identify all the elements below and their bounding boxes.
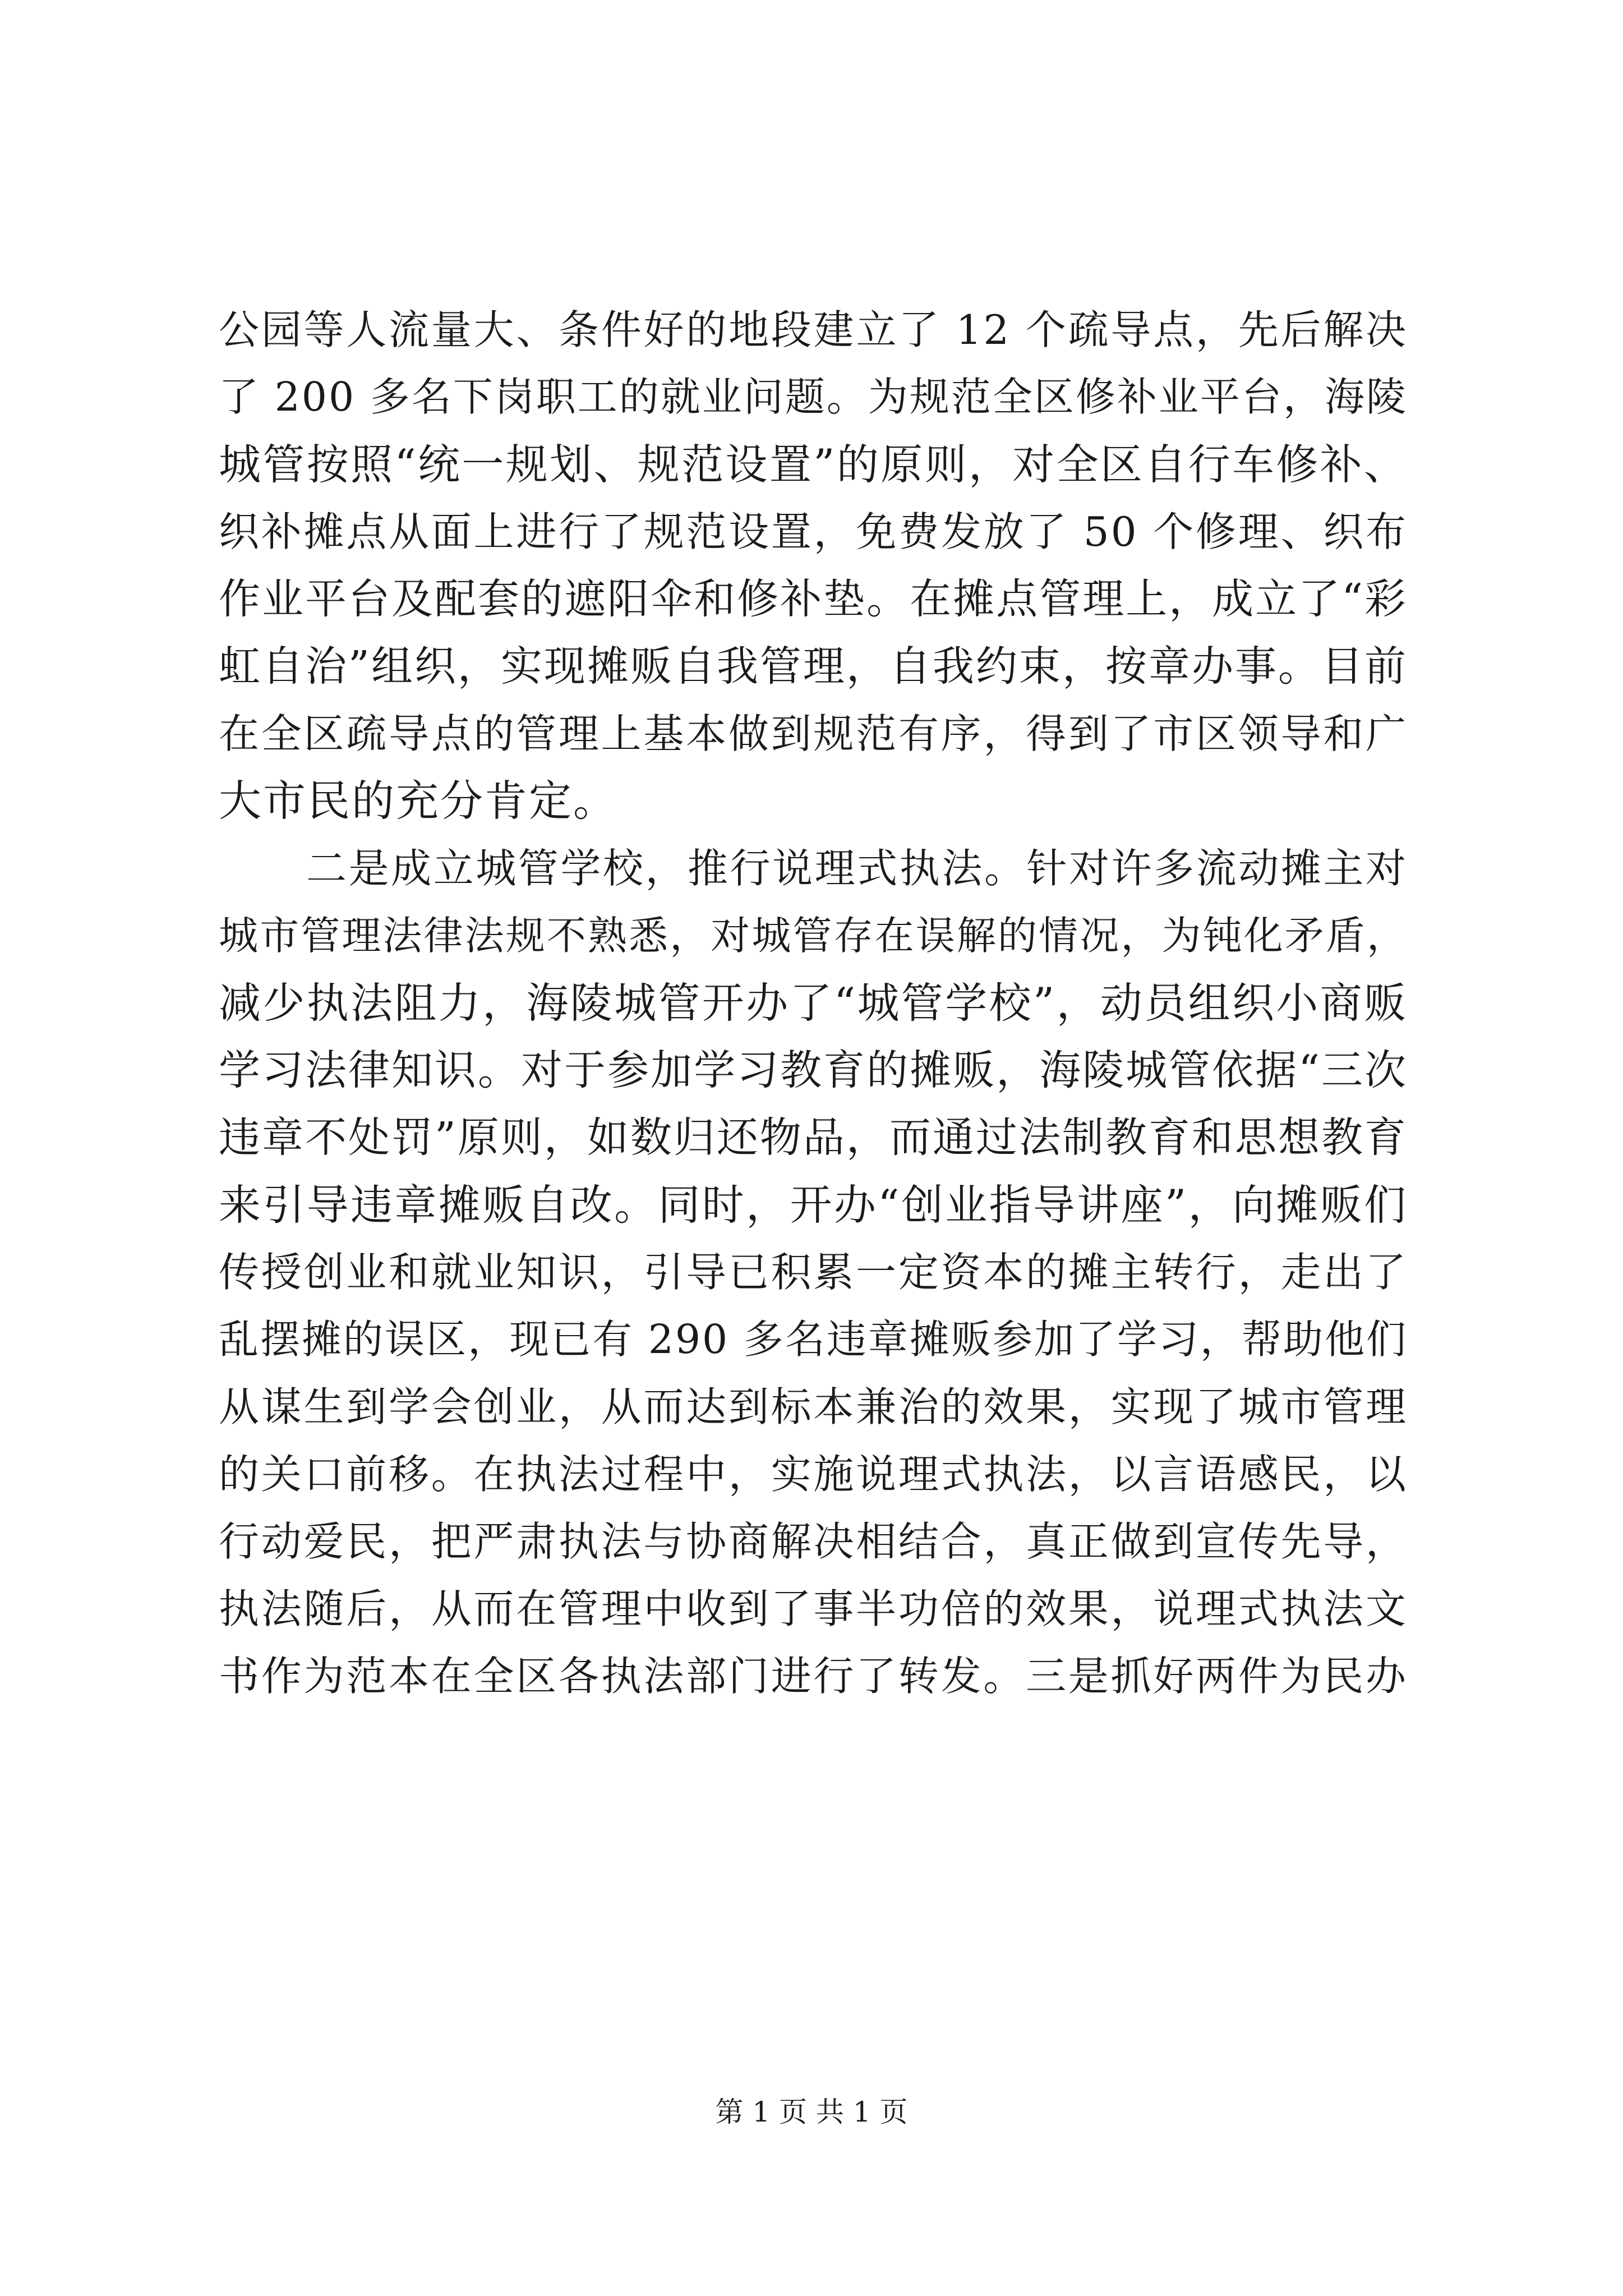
page-footer: 第 1 页 共 1 页	[715, 2096, 908, 2128]
text-line: 了 200 多名下岗职工的就业问题。为规范全区修补业平台，海陵	[219, 374, 1408, 420]
text-line: 来引导违章摊贩自改。同时，开办“创业指导讲座”，向摊贩们	[219, 1180, 1408, 1230]
text-line: 减少执法阻力，海陵城管开办了“城管学校”，动员组织小商贩	[219, 978, 1408, 1028]
text-line: 作业平台及配套的遮阳伞和修补垫。在摊点管理上，成立了“彩	[219, 575, 1408, 623]
text-line: 从谋生到学会创业，从而达到标本兼治的效果，实现了城市管理	[219, 1383, 1408, 1430]
text-line: 虹自治”组织，实现摊贩自我管理，自我约束，按章办事。目前	[219, 642, 1408, 691]
text-line: 城市管理法律法规不熟悉，对城管存在误解的情况，为钝化矛盾，	[219, 913, 1408, 959]
text-line: 学习法律知识。对于参加学习教育的摊贩，海陵城管依据“三次	[219, 1046, 1408, 1094]
text-line: 执法随后，从而在管理中收到了事半功倍的效果，说理式执法文	[219, 1585, 1408, 1632]
text-line: 大市民的充分肯定。	[219, 776, 617, 826]
text-line: 在全区疏导点的管理上基本做到规范有序，得到了市区领导和广	[219, 710, 1408, 757]
text-line: 城管按照“统一规划、规范设置”的原则，对全区自行车修补、	[219, 440, 1408, 489]
text-line: 的关口前移。在执法过程中，实施说理式执法，以言语感民，以	[219, 1451, 1408, 1498]
body-text	[219, 296, 1408, 1710]
text-line: 违章不处罚”原则，如数归还物品，而通过法制教育和思想教育	[219, 1114, 1408, 1162]
text-line: 行动爱民，把严肃执法与协商解决相结合，真正做到宣传先导，	[219, 1518, 1408, 1565]
text-line: 公园等人流量大、条件好的地段建立了 12 个疏导点，先后解决	[219, 306, 1408, 353]
text-line: 书作为范本在全区各执法部门进行了转发。三是抓好两件为民办	[219, 1653, 1408, 1700]
text-line: 乱摆摊的误区，现已有 290 多名违章摊贩参加了学习，帮助他们	[219, 1316, 1408, 1363]
text-line: 织补摊点从面上进行了规范设置，免费发放了 50 个修理、织布	[219, 508, 1408, 555]
text-line: 二是成立城管学校，推行说理式执法。针对许多流动摊主对	[306, 845, 1408, 892]
text-line: 传授创业和就业知识，引导已积累一定资本的摊主转行，走出了	[219, 1249, 1408, 1296]
